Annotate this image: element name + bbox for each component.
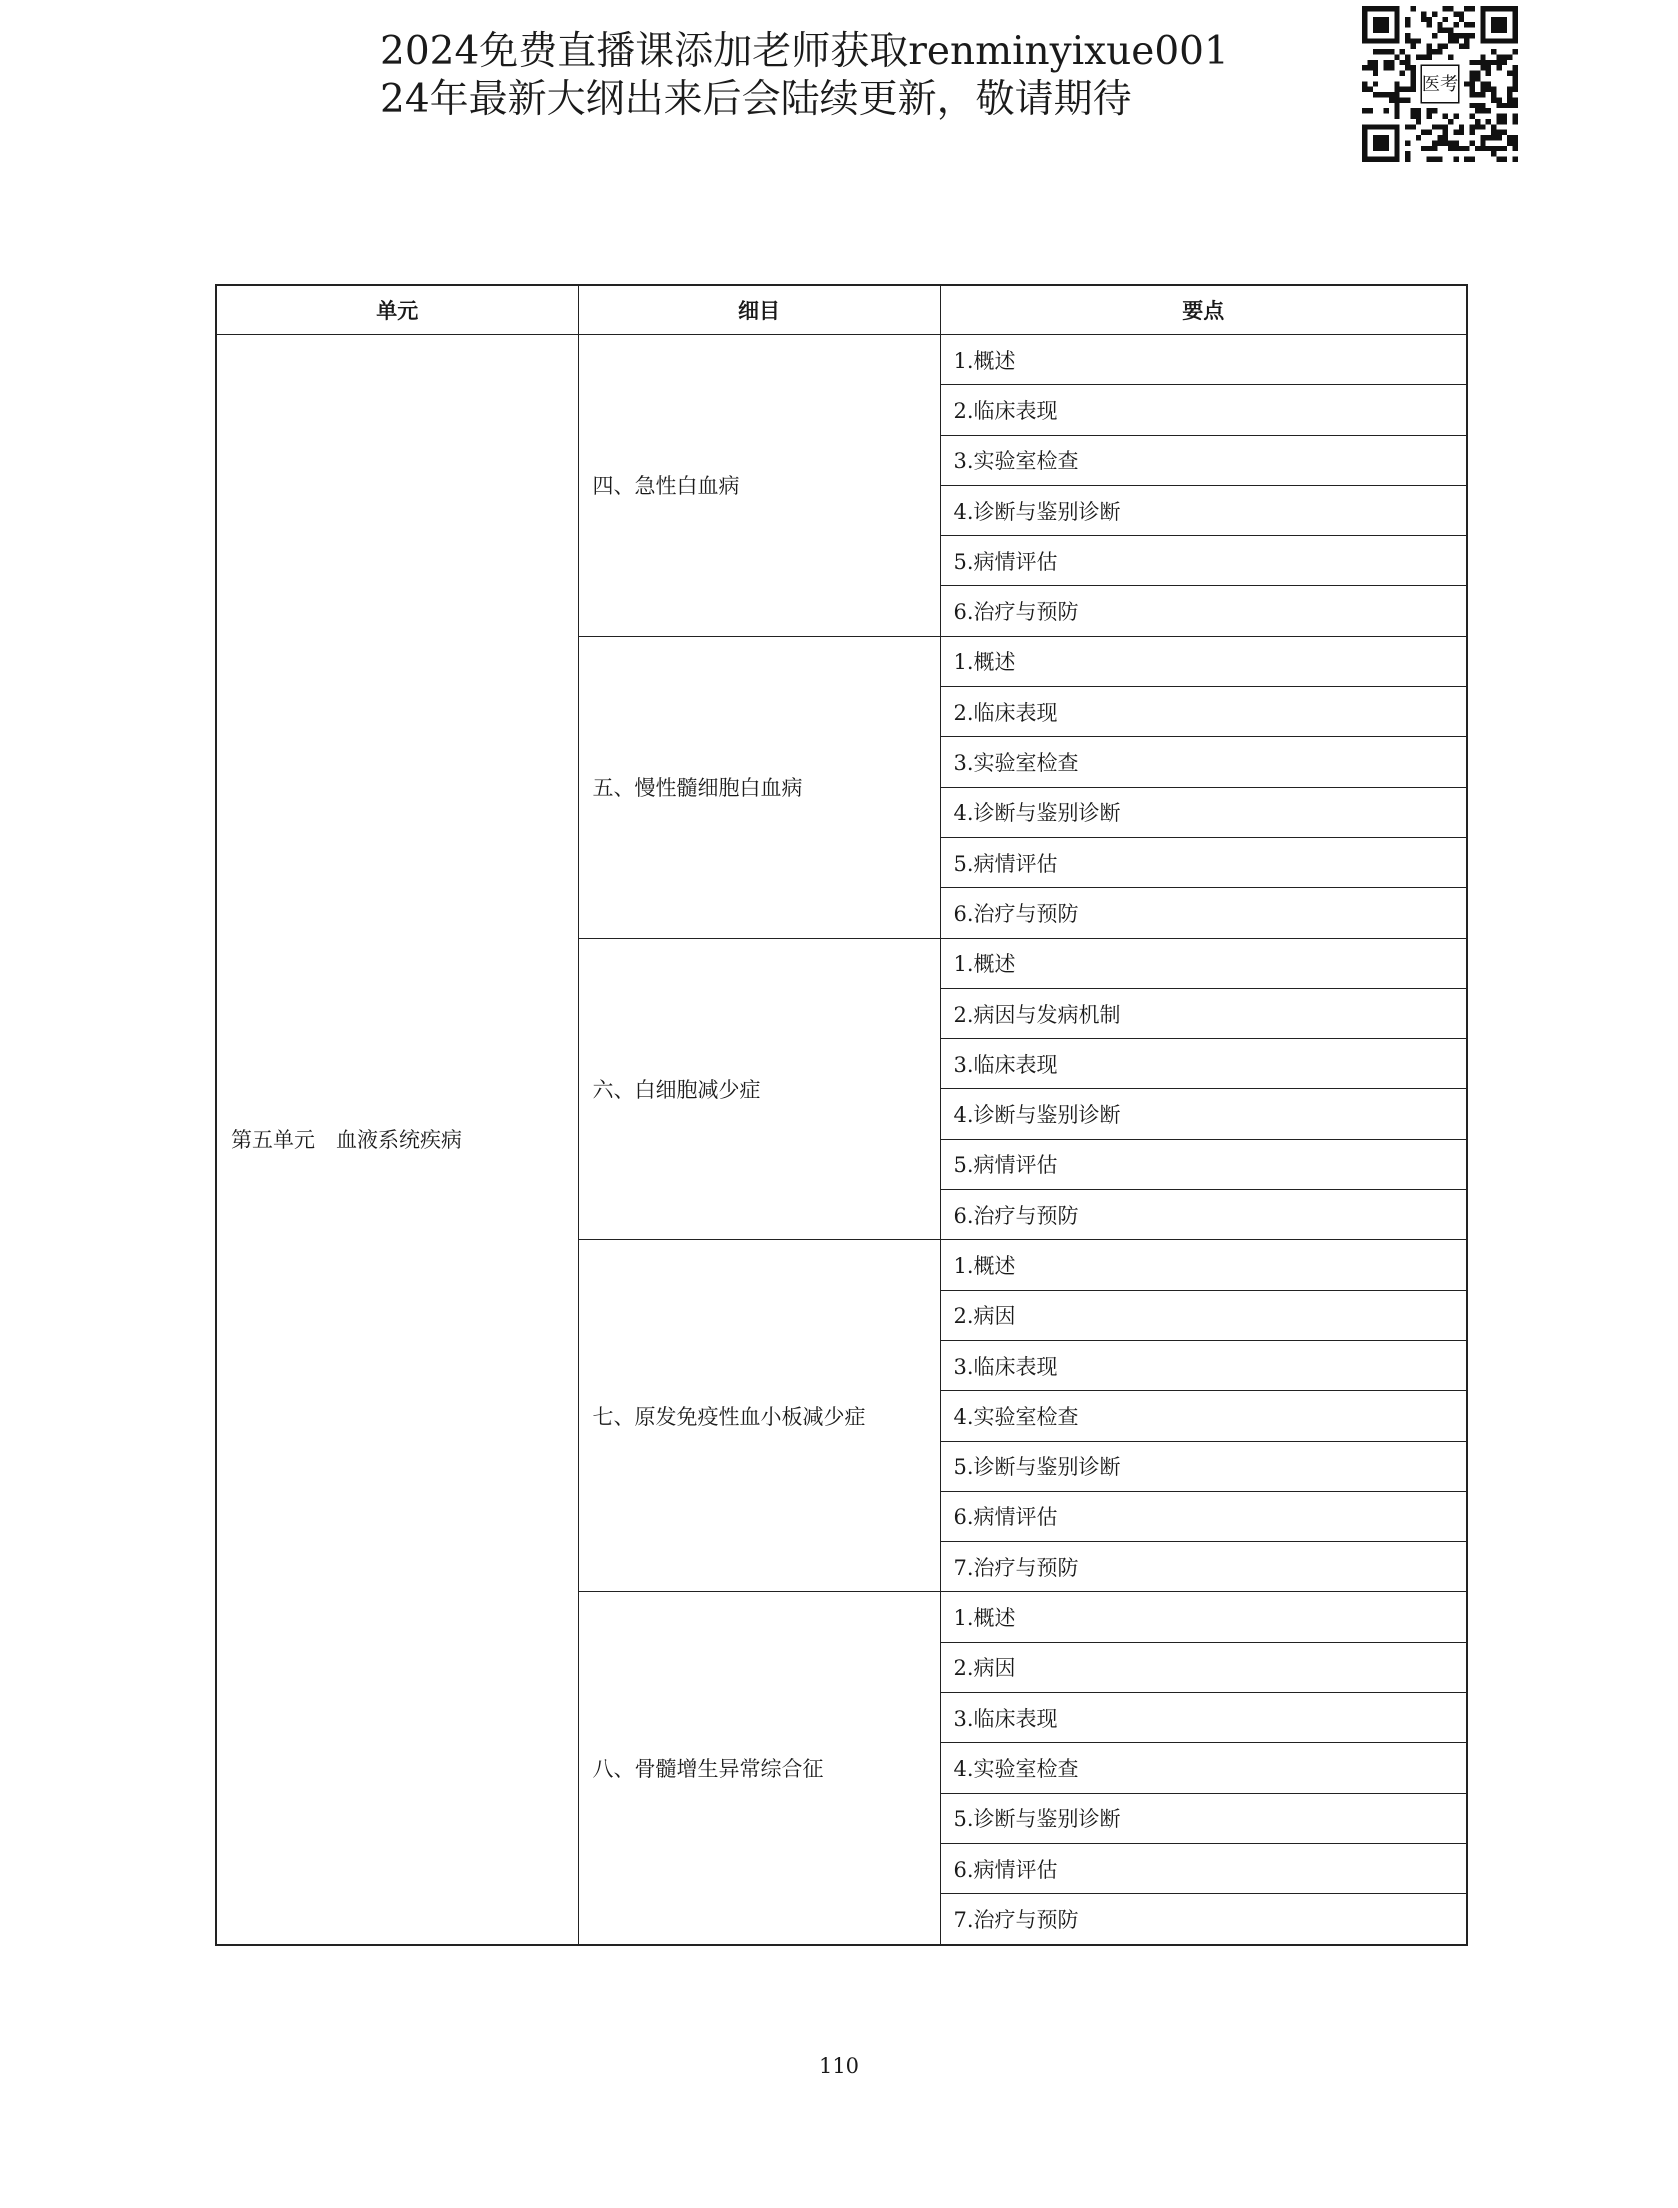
point-cell: 2.病因与发病机制 bbox=[940, 988, 1467, 1038]
point-cell: 4.诊断与鉴别诊断 bbox=[940, 787, 1467, 837]
point-cell: 6.病情评估 bbox=[940, 1843, 1467, 1893]
point-cell: 5.诊断与鉴别诊断 bbox=[940, 1441, 1467, 1491]
point-cell: 5.病情评估 bbox=[940, 837, 1467, 887]
point-cell: 7.治疗与预防 bbox=[940, 1894, 1467, 1945]
point-cell: 4.诊断与鉴别诊断 bbox=[940, 485, 1467, 535]
table-header-row bbox=[216, 285, 1467, 335]
point-cell: 2.病因 bbox=[940, 1290, 1467, 1340]
item-cell: 八、骨髓增生异常综合征 bbox=[578, 1592, 940, 1945]
point-cell: 1.概述 bbox=[940, 1240, 1467, 1290]
unit-cell: 第五单元 血液系统疾病 bbox=[216, 335, 578, 1945]
point-cell: 5.诊断与鉴别诊断 bbox=[940, 1793, 1467, 1843]
point-cell: 1.概述 bbox=[940, 1592, 1467, 1642]
point-cell: 3.临床表现 bbox=[940, 1693, 1467, 1743]
point-cell: 6.治疗与预防 bbox=[940, 1190, 1467, 1240]
point-cell: 2.病因 bbox=[940, 1642, 1467, 1692]
item-cell: 七、原发免疫性血小板减少症 bbox=[578, 1240, 940, 1592]
table-body bbox=[216, 335, 1467, 1945]
point-cell: 3.实验室检查 bbox=[940, 435, 1467, 485]
point-cell: 2.临床表现 bbox=[940, 687, 1467, 737]
column-header-item: 细目 bbox=[578, 285, 940, 335]
point-cell: 5.病情评估 bbox=[940, 1139, 1467, 1189]
table-row bbox=[216, 335, 1467, 385]
column-header-points: 要点 bbox=[940, 285, 1467, 335]
point-cell: 4.实验室检查 bbox=[940, 1391, 1467, 1441]
header-line-1: 2024免费直播课添加老师获取renminyixue001 bbox=[380, 29, 1229, 74]
item-cell: 五、慢性髓细胞白血病 bbox=[578, 636, 940, 938]
point-cell: 7.治疗与预防 bbox=[940, 1542, 1467, 1592]
item-cell: 四、急性白血病 bbox=[578, 335, 940, 637]
point-cell: 6.治疗与预防 bbox=[940, 888, 1467, 938]
page-number: 110 bbox=[818, 2054, 860, 2078]
header-line-2: 24年最新大纲出来后会陆续更新，敬请期待 bbox=[380, 77, 1132, 122]
point-cell: 3.实验室检查 bbox=[940, 737, 1467, 787]
point-cell: 6.治疗与预防 bbox=[940, 586, 1467, 636]
point-cell: 4.实验室检查 bbox=[940, 1743, 1467, 1793]
point-cell: 3.临床表现 bbox=[940, 1340, 1467, 1390]
item-cell: 六、白细胞减少症 bbox=[578, 938, 940, 1240]
point-cell: 1.概述 bbox=[940, 938, 1467, 988]
column-header-unit: 单元 bbox=[216, 285, 578, 335]
qr-logo-text: 医考 bbox=[1421, 73, 1459, 95]
point-cell: 1.概述 bbox=[940, 636, 1467, 686]
point-cell: 4.诊断与鉴别诊断 bbox=[940, 1089, 1467, 1139]
point-cell: 2.临床表现 bbox=[940, 385, 1467, 435]
point-cell: 6.病情评估 bbox=[940, 1491, 1467, 1541]
point-cell: 1.概述 bbox=[940, 335, 1467, 385]
point-cell: 5.病情评估 bbox=[940, 536, 1467, 586]
syllabus-table bbox=[215, 284, 1468, 1946]
point-cell: 3.临床表现 bbox=[940, 1039, 1467, 1089]
watermark-header bbox=[380, 28, 1280, 124]
qr-code bbox=[1362, 6, 1518, 162]
